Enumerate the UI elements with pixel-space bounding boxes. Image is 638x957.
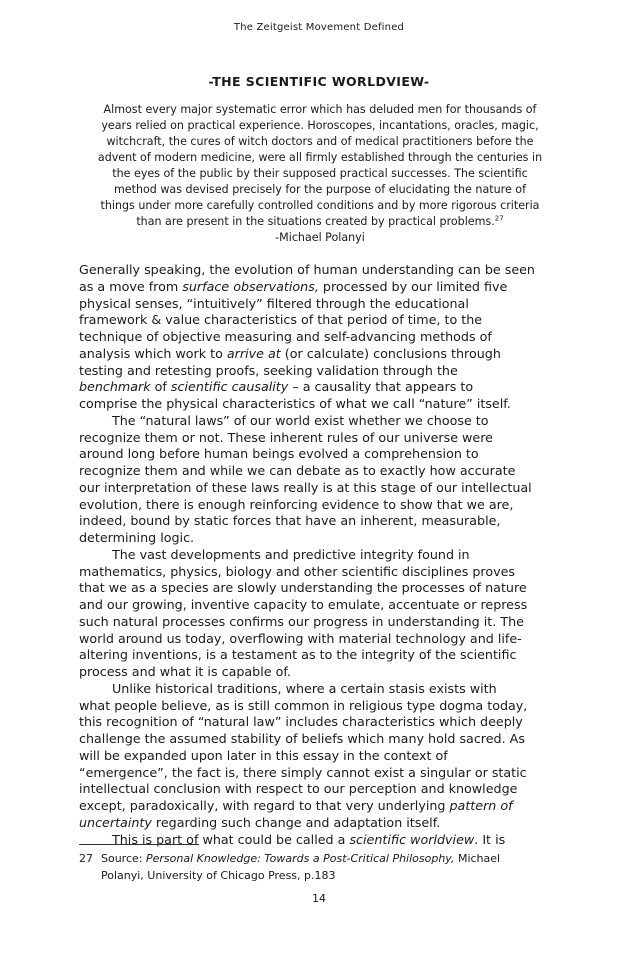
emphasis: surface observations,	[182, 278, 319, 294]
paragraph-line: this recognition of “natural law” includes characteristics which deeply	[79, 714, 523, 730]
epigraph-line-text: than are present in the situations created by practical problems.	[136, 215, 495, 228]
paragraph-line: challenge the assumed stability of beliefs which many hold sacred. As	[79, 731, 525, 746]
paragraph-line: altering inventions, is a testament as to the integrity of the scientific	[79, 647, 517, 663]
emphasis: benchmark	[79, 379, 151, 395]
paragraph-line: technique of objective measuring and self-advancing methods of	[79, 329, 492, 344]
paragraph-line: recognize them or not. These inherent rules of our universe were	[79, 429, 493, 445]
paragraph-line: comprise the physical characteristics of what we call “nature” itself.	[79, 396, 511, 411]
paragraph-line: evolution, there is enough reinforcing evidence to show that we are,	[79, 496, 514, 512]
epigraph-line	[78, 214, 562, 230]
paragraph-line: framework & value characteristics of that period of time, to the	[79, 312, 483, 328]
paragraph-line: recognize them and while we can debate as to exactly how accurate	[79, 463, 516, 478]
footnote-reference: 27	[494, 214, 504, 223]
text-run: analysis which work to	[79, 345, 227, 361]
paragraph-line	[79, 346, 569, 363]
paragraph-line: mathematics, physics, biology and other scientific disciplines proves	[79, 563, 516, 579]
emphasis: arrive at	[226, 345, 281, 361]
paragraph-line: such natural processes confirms our progress in understanding it. The	[79, 613, 524, 629]
paragraph-line: Generally speaking, the evolution of human understanding can be seen	[79, 262, 535, 277]
footnote-divider	[79, 844, 199, 845]
paragraph-line: determining logic.	[79, 530, 195, 545]
paragraph-line: The vast developments and predictive integrity found in	[112, 546, 470, 562]
paragraph-line: and our growing, inventive capacity to emulate, accentuate or repress	[79, 597, 528, 612]
paragraph-line: testing and retesting proofs, seeking validation through the	[79, 362, 458, 378]
paragraph-line	[79, 279, 569, 296]
footnote-continuation: Polanyi, University of Chicago Press, p.183	[101, 868, 336, 882]
paragraph-line: world around us today, overflowing with material technology and life-	[79, 630, 522, 646]
paragraph-line: intellectual conclusion with respect to our perception and knowledge	[79, 781, 518, 797]
emphasis: pattern of	[449, 798, 513, 813]
paragraph-line: process and what it is capable of.	[79, 664, 291, 679]
paragraph-line	[79, 798, 569, 815]
body-text	[79, 262, 569, 848]
paragraph-line: Unlike historical traditions, where a certain stasis exists with	[112, 680, 497, 696]
text-run: (or calculate) conclusions through	[280, 345, 501, 361]
text-run: except, paradoxically, with regard to that very underlying	[79, 798, 450, 813]
paragraph-line: that we as a species are slowly understanding the processes of nature	[79, 580, 527, 596]
text-run: of	[150, 379, 171, 395]
emphasis: uncertainty	[79, 814, 152, 830]
text-run: This is part of what could be called a	[112, 831, 350, 847]
paragraph-line: our interpretation of these laws really is at this stage of our intellectual	[79, 479, 532, 495]
emphasis: scientific worldview	[349, 831, 475, 847]
footnote-book-title: Personal Knowledge: Towards a Post-Critical Philosophy,	[145, 852, 455, 865]
footnote-number: 27	[79, 852, 93, 865]
page-number: 14	[312, 892, 326, 905]
epigraph-line: years relied on practical experience. Horoscopes, incantations, oracles, magic,	[101, 119, 539, 132]
emphasis: scientific causality	[170, 379, 289, 395]
paragraph-line	[79, 815, 569, 832]
epigraph-attribution: -Michael Polanyi	[275, 231, 365, 244]
footnote	[79, 851, 559, 884]
paragraph-line: around long before human beings evolved a comprehension to	[79, 446, 479, 462]
paragraph-line: indeed, bound by static forces that have an inherent, measurable,	[79, 513, 501, 529]
section-title: -THE SCIENTIFIC WORLDVIEW-	[208, 74, 430, 89]
paragraph-line: The “natural laws” of our world exist whether we choose to	[112, 412, 489, 428]
epigraph-line: witchcraft, the cures of witch doctors and of medical practitioners before the	[106, 135, 534, 148]
text-run: . It is	[474, 831, 506, 847]
footnote-label: Source:	[101, 852, 146, 865]
footnote-author: Michael	[454, 852, 501, 865]
text-run: as a move from	[79, 278, 183, 294]
paragraph-line	[79, 832, 569, 849]
paragraph-line: what people believe, as is still common in religious type dogma today,	[79, 697, 528, 713]
epigraph-line: the eyes of the public by their supposed practical successes. The scientific	[112, 167, 528, 180]
running-header: The Zeitgeist Movement Defined	[233, 22, 405, 33]
paragraph-line	[79, 379, 569, 396]
epigraph-line: things under more carefully controlled conditions and by more rigorous criteria	[100, 199, 540, 212]
epigraph	[78, 102, 562, 246]
epigraph-line: method was devised precisely for the purpose of elucidating the nature of	[113, 183, 526, 196]
epigraph-line: Almost every major systematic error which has deluded men for thousands of	[103, 103, 537, 116]
paragraph-line: will be expanded upon later in this essay in the context of	[79, 747, 448, 763]
paragraph-line: “emergence”, the fact is, there simply cannot exist a singular or static	[79, 764, 527, 780]
text-run: regarding such change and adaptation itself.	[151, 814, 441, 830]
paragraph-line: physical senses, “intuitively” filtered through the educational	[79, 295, 469, 311]
text-run: – a causality that appears to	[288, 379, 474, 395]
epigraph-line: advent of modern medicine, were all firmly established through the centuries in	[97, 151, 543, 164]
text-run: processed by our limited five	[318, 278, 508, 294]
